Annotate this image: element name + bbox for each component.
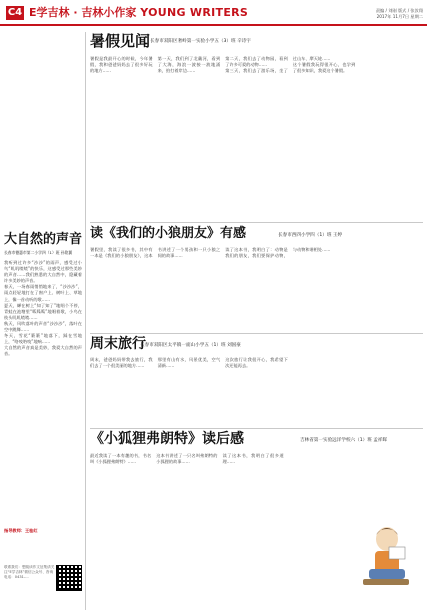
article-nature-sounds (4, 232, 82, 562)
section-code: C4 (7, 7, 23, 18)
article-body: 暑假是我最开心的时候，今年暑假，我和爸爸妈妈去了很多好玩的地方…… 第一天，我们到了北戴河，看到了大海，海浪一波接一波地涌来，拍打着岸边…… 第二天，我们去了动物园，看到了许多可爱的动物…… 第三天，我们去了游乐场，坐了过山车、摩天轮…… 这个暑假我玩得很开心，也学到了很多知识，我爱这个暑假。 (90, 56, 356, 74)
article-weekend-trip (90, 336, 423, 426)
article-title: 暑假见闻 (90, 32, 151, 50)
article-title: 大自然的声音 (4, 232, 83, 247)
masthead-en: YOUNG WRITERS (140, 6, 249, 19)
illustration (355, 521, 417, 601)
sidebar-note-text: 联系我们：想阅读作文征集请关注“E学吉林”微信公众号、咨询电话：0431-... (4, 565, 55, 579)
editor-line: 责编 / 刘刚 版式 / 张汝翔 (375, 8, 423, 13)
article-title: 《小狐狸弗朗特》读后感 (90, 431, 244, 447)
masthead-main: E学吉林 · 吉林小作家 (29, 6, 137, 19)
article-body: 我听到过许多“沙沙”的雨声，感受过小鸟“叽叽喳喳”的快乐，这感受过那些美妙的声音……我们熟悉的大自然中，隐藏着许多美妙的声音。 春天，一场春雨悄悄地来了，“沙沙沙”，雨点轻轻地打在了窗户上、树叶上、草地上，像一首动听的歌…… 夏天，蝉在树上“知了知了”地唱个不停，青蛙在池塘里“呱呱呱”地唱着歌，小鸟在枝头叽叽喳喳…… 秋天，风吹落叶的声音“沙沙沙”，落叶在空中跳舞…… 冬天，雪花“簌簌”地落下，踩在雪地上，“咯吱咯吱”地响…… 大自然的声音真是美妙，我爱大自然的声音。 (4, 260, 82, 357)
article-body: 暑假里，我读了很多书，其中有一本是《我们的小狼朋友》，这本书讲述了一个男孩和一只小狼之间的故事…… 读了这本书，我明白了：动物是我们的朋友，我们要保护动物，与动物和谐相处…… (90, 247, 331, 259)
article-byline: 吉林省第一实验远洋学校六（1）班 孟祥晖 (300, 438, 388, 443)
article-wolf-friend (90, 226, 423, 331)
article-title: 读《我们的小狼朋友》有感 (90, 226, 247, 241)
divider-2 (90, 333, 423, 334)
date-line: 2017年 11月7日 星期二 (376, 13, 423, 19)
masthead-title (29, 6, 248, 20)
article-byline: 长春市西四小学四（1）班 王婷 (278, 233, 343, 238)
article-little-fox (90, 431, 423, 609)
article-summer-vacation (90, 32, 423, 220)
article-title: 周末旅行 (90, 336, 146, 352)
qr-code-icon (56, 565, 82, 591)
article-byline: 长春市双阳区太平镇一面山小学五（1）班 刘国豪 (140, 343, 241, 348)
article-byline: 长春市双阳区奢岭第一实验小学五（3）班 辛诗宇 (150, 39, 251, 44)
boy-sitting-icon (355, 521, 417, 601)
left-column-divider (85, 32, 86, 610)
sidebar-note (4, 565, 82, 609)
header-meta (376, 8, 423, 19)
comment-label: 指导教师：王桂红 (4, 528, 38, 533)
article-body: 最近我读了一本有趣的书，书名叫《小狐狸弗朗特》…… 这本书讲述了一只名叫弗朗特的小狐狸的故事…… 读了这本书，我明白了很多道理…… (90, 453, 284, 465)
article-body: 周末，爸爸妈妈带我去旅行，我们去了一个很美丽的地方…… 那里有山有水，风景优美，空气清新…… 这次旅行让我很开心，我希望下次还能再去。 (90, 357, 288, 369)
header-rule (0, 24, 427, 26)
divider-1 (90, 222, 423, 223)
divider-3 (90, 428, 423, 429)
article-byline: 长春市德惠市第二小学四（1）班 孙铭翼 (4, 250, 73, 255)
